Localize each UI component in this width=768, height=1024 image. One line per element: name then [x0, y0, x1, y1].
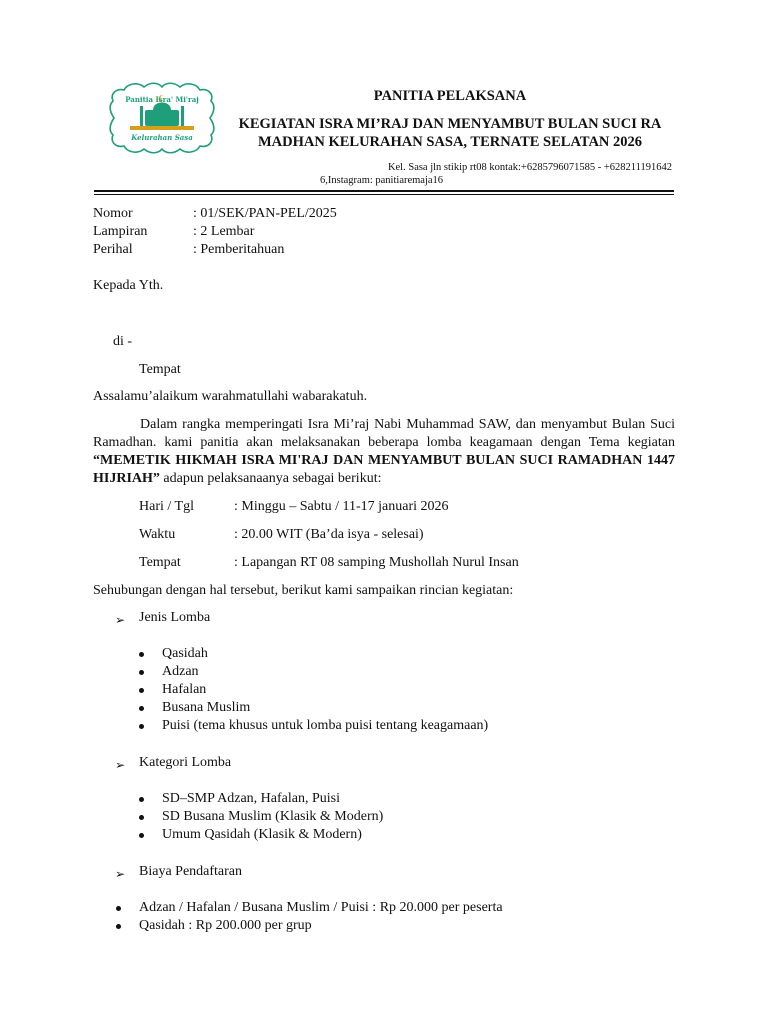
detail-label: Tempat — [139, 555, 181, 570]
bullet-icon — [139, 797, 144, 802]
header-event-line1: KEGIATAN ISRA MI’RAJ DAN MENYAMBUT BULAN SUCI RA — [238, 116, 662, 132]
committee-logo — [100, 80, 224, 156]
arrow-bullet-icon: ➢ — [115, 613, 126, 627]
bullet-icon — [139, 706, 144, 711]
recipient-di: di - — [113, 334, 133, 349]
detail-label: Waktu — [139, 527, 176, 542]
intro-text: Dalam rangka memperingati Isra Mi’raj Nabi Muhammad SAW, dan menyambut Bulan Suci Ramadhan. kami panitia akan melaksanakan beberapa lomba keagamaan dengan Tema kegiatan — [93, 417, 675, 450]
lampiran-label: Lampiran — [93, 224, 148, 239]
bullet-icon — [139, 815, 144, 820]
section-title-biaya: Biaya Pendaftaran — [139, 864, 243, 879]
list-item: Puisi (tema khusus untuk lomba puisi tentang keagamaan) — [162, 718, 489, 733]
list-item: SD–SMP Adzan, Hafalan, Puisi — [162, 791, 340, 806]
perihal-label: Perihal — [93, 242, 133, 257]
nomor-value: : 01/SEK/PAN-PEL/2025 — [193, 206, 337, 221]
recipient-place: Tempat — [139, 362, 181, 377]
bullet-icon — [116, 924, 121, 929]
detail-value: : 20.00 WIT (Ba’da isya - selesai) — [234, 527, 424, 542]
detail-label: Hari / Tgl — [139, 499, 194, 514]
contact-line1: Kel. Sasa jln stikip rt08 kontak:+6285796071585 - +628211191642 — [387, 162, 672, 173]
bullet-icon — [116, 906, 121, 911]
header-title: PANITIA PELAKSANA — [373, 88, 527, 104]
list-item: SD Busana Muslim (Klasik & Modern) — [162, 809, 384, 824]
arrow-bullet-icon: ➢ — [115, 758, 126, 772]
logo-text-bottom: Kelurahan Sasa — [131, 133, 193, 142]
perihal-value: : Pemberitahuan — [193, 242, 285, 257]
list-item: Hafalan — [162, 682, 207, 697]
list-item: Busana Muslim — [162, 700, 251, 715]
greeting: Assalamu’alaikum warahmatullahi wabarakatuh. — [93, 389, 368, 404]
section-title-kategori: Kategori Lomba — [139, 755, 232, 770]
logo-text-top: Panitia Isra' Mi'raj — [125, 95, 199, 104]
section-title-jenis: Jenis Lomba — [139, 610, 211, 625]
recipient-line: Kepada Yth. — [93, 278, 164, 293]
detail-value: : Lapangan RT 08 samping Mushollah Nurul Insan — [234, 555, 519, 570]
nomor-label: Nomor — [93, 206, 133, 221]
sehubungan-text: Sehubungan dengan hal tersebut, berikut kami sampaikan rincian kegiatan: — [93, 583, 514, 598]
intro-tail: adapun pelaksanaanya sebagai berikut: — [159, 471, 382, 486]
header-rule-thin — [94, 194, 674, 195]
detail-value: : Minggu – Sabtu / 11-17 januari 2026 — [234, 499, 449, 514]
list-item: Umum Qasidah (Klasik & Modern) — [162, 827, 362, 842]
header-contact — [300, 161, 680, 187]
bullet-icon — [139, 652, 144, 657]
header-rule-thick — [94, 190, 674, 192]
list-item: Qasidah — [162, 646, 208, 661]
bullet-icon — [139, 670, 144, 675]
header-event-line2: MADHAN KELURAHAN SASA, TERNATE SELATAN 2026 — [257, 134, 643, 150]
bullet-icon — [139, 833, 144, 838]
intro-paragraph — [93, 416, 675, 488]
arrow-bullet-icon: ➢ — [115, 867, 126, 881]
theme-text: “MEMETIK HIKMAH ISRA MI'RAJ DAN MENYAMBUT BULAN SUCI RAMADHAN 1447 HIJRIAH” — [93, 453, 675, 486]
list-item: Adzan / Hafalan / Busana Muslim / Puisi : Rp 20.000 per peserta — [139, 900, 503, 915]
contact-line2: 6,Instagram: panitiaremaja16 — [320, 175, 444, 186]
bullet-icon — [139, 724, 144, 729]
list-item: Qasidah : Rp 200.000 per grup — [139, 918, 312, 933]
bullet-icon — [139, 688, 144, 693]
list-item: Adzan — [162, 664, 199, 679]
lampiran-value: : 2 Lembar — [193, 224, 255, 239]
